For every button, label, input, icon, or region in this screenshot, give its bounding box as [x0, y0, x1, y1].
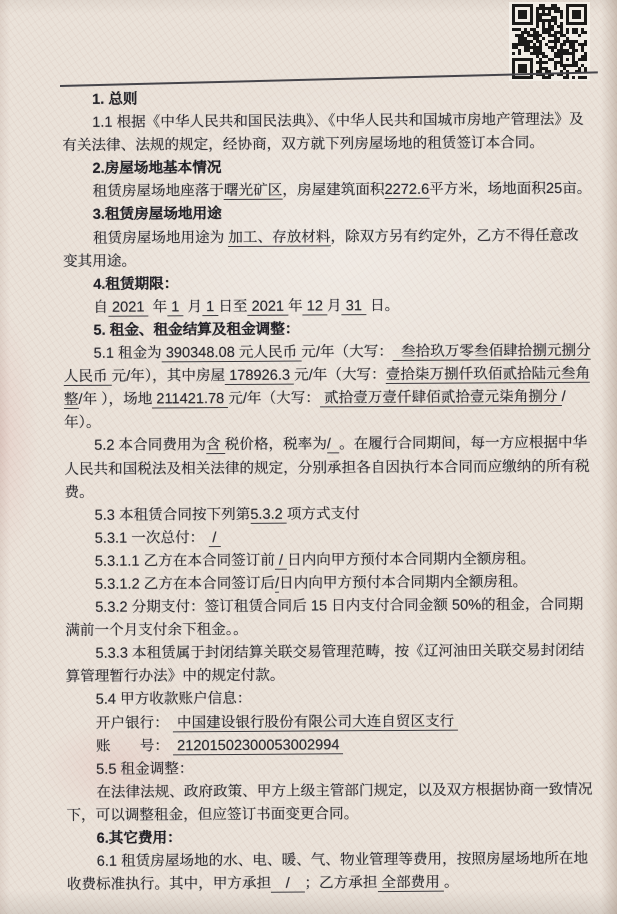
filled-blank: / [208, 529, 221, 546]
section-heading [63, 317, 593, 343]
text-run: 日内向甲方预付本合同期内全额房租。 [279, 574, 528, 592]
section-heading [67, 825, 597, 851]
text-run: 月 [326, 298, 342, 315]
contract-paragraph [65, 594, 595, 643]
text-run: 5.3.1 一次总付： [94, 529, 209, 547]
filled-blank: 1 [167, 299, 184, 316]
text-run: 4.租赁期限： [93, 276, 179, 293]
section-heading [63, 271, 593, 297]
text-run: 账 号： [95, 737, 174, 755]
filled-blank: 2272.6 [384, 182, 430, 199]
text-run: 2.房屋场地基本情况 [92, 160, 222, 178]
text-run: 元/年（大写： [294, 367, 386, 384]
text-run: 自 [93, 299, 108, 316]
contract-paragraph [63, 294, 593, 320]
text-run: 开户银行： [95, 714, 173, 732]
contract-paragraph [66, 755, 596, 781]
contract-paragraph [65, 501, 595, 527]
contract-paragraph [62, 109, 592, 158]
contract-paragraph [65, 525, 595, 551]
text-run: 。在履行合同期间，每一方应根据中华人民共和国税法及相关法律的规定，分别承担各自因执行本合同而应缴纳的所有税费。 [64, 435, 590, 501]
filled-blank: 178926.3 [225, 367, 295, 385]
text-run: ，除双方另有约定外，乙方不得任意改变其用途。 [63, 227, 579, 270]
text-run: 6.1 租赁房屋场地的水、电、暖、气、物业管理等费用，按照房屋场地所在地收费标准执行。其中，甲方承担 [66, 850, 589, 894]
filled-blank: 390348.08 元人民币 [161, 344, 302, 362]
section-heading [63, 201, 593, 227]
filled-blank: 211421.78 [152, 391, 229, 408]
contract-paragraph [63, 224, 593, 273]
text-run: 5.3.1.2 乙方在本合同签订后 [94, 575, 276, 593]
text-run: 5.3 本租赁合同按下列第 [94, 506, 251, 524]
text-run: 5.3.3 本租赁属于封闭结算关联交易管理范畴，按《辽河油田关联交易封闭结算管理暂行办法》中的规定付款。 [65, 643, 585, 686]
contract-paragraph [67, 848, 597, 897]
text-run: ；乙方承担 [304, 875, 378, 892]
text-run: 元/年（大写： [301, 344, 393, 361]
text-run: 5.1 租金为 [93, 345, 162, 362]
text-run: 5.5 租金调整： [96, 760, 194, 778]
filled-blank: / [326, 436, 340, 453]
filled-blank: 加工、存放材料 [228, 228, 331, 246]
filled-blank: 中国建设银行股份有限公司大连自贸区支行 [172, 713, 459, 731]
text-run: 5.4 甲方收款账户信息： [95, 691, 252, 709]
text-run: 项方式支付 [286, 505, 360, 523]
contract-paragraph [65, 548, 595, 574]
section-heading [62, 155, 592, 181]
text-run: 6.其它费用： [96, 830, 182, 847]
text-run: 税价格，税率为 [224, 436, 327, 454]
section-heading [62, 86, 592, 112]
contract-paragraph [64, 340, 595, 436]
filled-blank: / [271, 875, 305, 892]
contract-paragraph [64, 432, 594, 505]
text-run: 月 [183, 298, 203, 316]
text-run: 日至 [218, 298, 248, 315]
filled-blank: 全部费用 [377, 874, 444, 892]
filled-blank: 12 [302, 298, 328, 315]
contract-paragraph [66, 686, 596, 712]
text-run: 年 [288, 298, 303, 315]
text-run: 租赁房屋场地座落于 [92, 183, 225, 201]
text-run: 元/年），其中房屋 [111, 368, 226, 385]
contract-paragraph [66, 709, 596, 735]
text-run: 5.3.1.1 乙方在本合同签订前 [94, 552, 275, 570]
filled-blank: 曙光矿区 [223, 183, 283, 200]
filled-blank: 贰拾壹万壹仟肆佰贰拾壹元柒角捌分 [319, 389, 562, 407]
contract-body [62, 86, 597, 898]
contract-paragraph [63, 178, 593, 204]
text-run: 元/年（大写： [228, 390, 320, 408]
filled-blank: / [274, 552, 288, 569]
text-run: 租赁房屋场地用途为 [92, 229, 229, 247]
text-run: 在法律法规、政府政策、甲方上级主管部门规定，以及双方根据协商一致情况下，可以调整租金，但应签订书面变更合同。 [66, 781, 593, 824]
text-run: 1. 总则 [92, 91, 138, 108]
filled-blank: 2021 [247, 298, 289, 315]
filled-blank: 含 [206, 437, 225, 454]
filled-blank: / [275, 575, 280, 592]
filled-blank: 叁拾玖万零叁佰肆拾捌元捌分人民币 [63, 342, 591, 386]
text-run: ，房屋建筑面积 [282, 182, 385, 200]
text-run: /年）。 [63, 389, 566, 432]
text-run: 3.租赁房屋场地用途 [92, 206, 222, 224]
text-run: 平方米，场地面积25亩。 [429, 181, 592, 199]
filled-blank: 5.3.2 [250, 506, 287, 523]
text-run: 1.1 根据《中华人民共和国民法典》、《中华人民共和国城市房地产管理法》及有关法律、法规的规定，经协商，双方就下列房屋场地的租赁签订本合同。 [62, 111, 584, 155]
filled-blank: 壹拾柒万捌仟玖佰贰拾陆元叁角整 [63, 365, 591, 409]
text-run: 年 [148, 299, 168, 316]
contract-paragraph [66, 732, 596, 758]
qr-code [509, 2, 590, 81]
contract-paragraph [65, 640, 595, 689]
contract-paragraph [66, 779, 596, 828]
filled-blank: 31 [341, 297, 367, 315]
text-run: /年 ），场地 [78, 391, 153, 409]
text-run: 5.3.2 分期支付：签订租赁合同后 15 日内支付合同金额 50%的租金，合同期满前一个月支付余下租金。。 [65, 596, 584, 640]
filled-blank: 21201502300053002994 [172, 736, 344, 754]
filled-blank: 1 [202, 298, 219, 315]
text-run: 。 [443, 874, 459, 891]
text-run: 5.2 本合同费用为 [94, 437, 207, 455]
contract-paragraph [65, 571, 595, 597]
filled-blank: 2021 [107, 299, 149, 316]
text-run: 日。 [365, 297, 400, 314]
text-run: 5. 租金、租金结算及租金调整： [93, 321, 300, 339]
text-run: 日内向甲方预付本合同期内全额房租。 [287, 550, 536, 569]
